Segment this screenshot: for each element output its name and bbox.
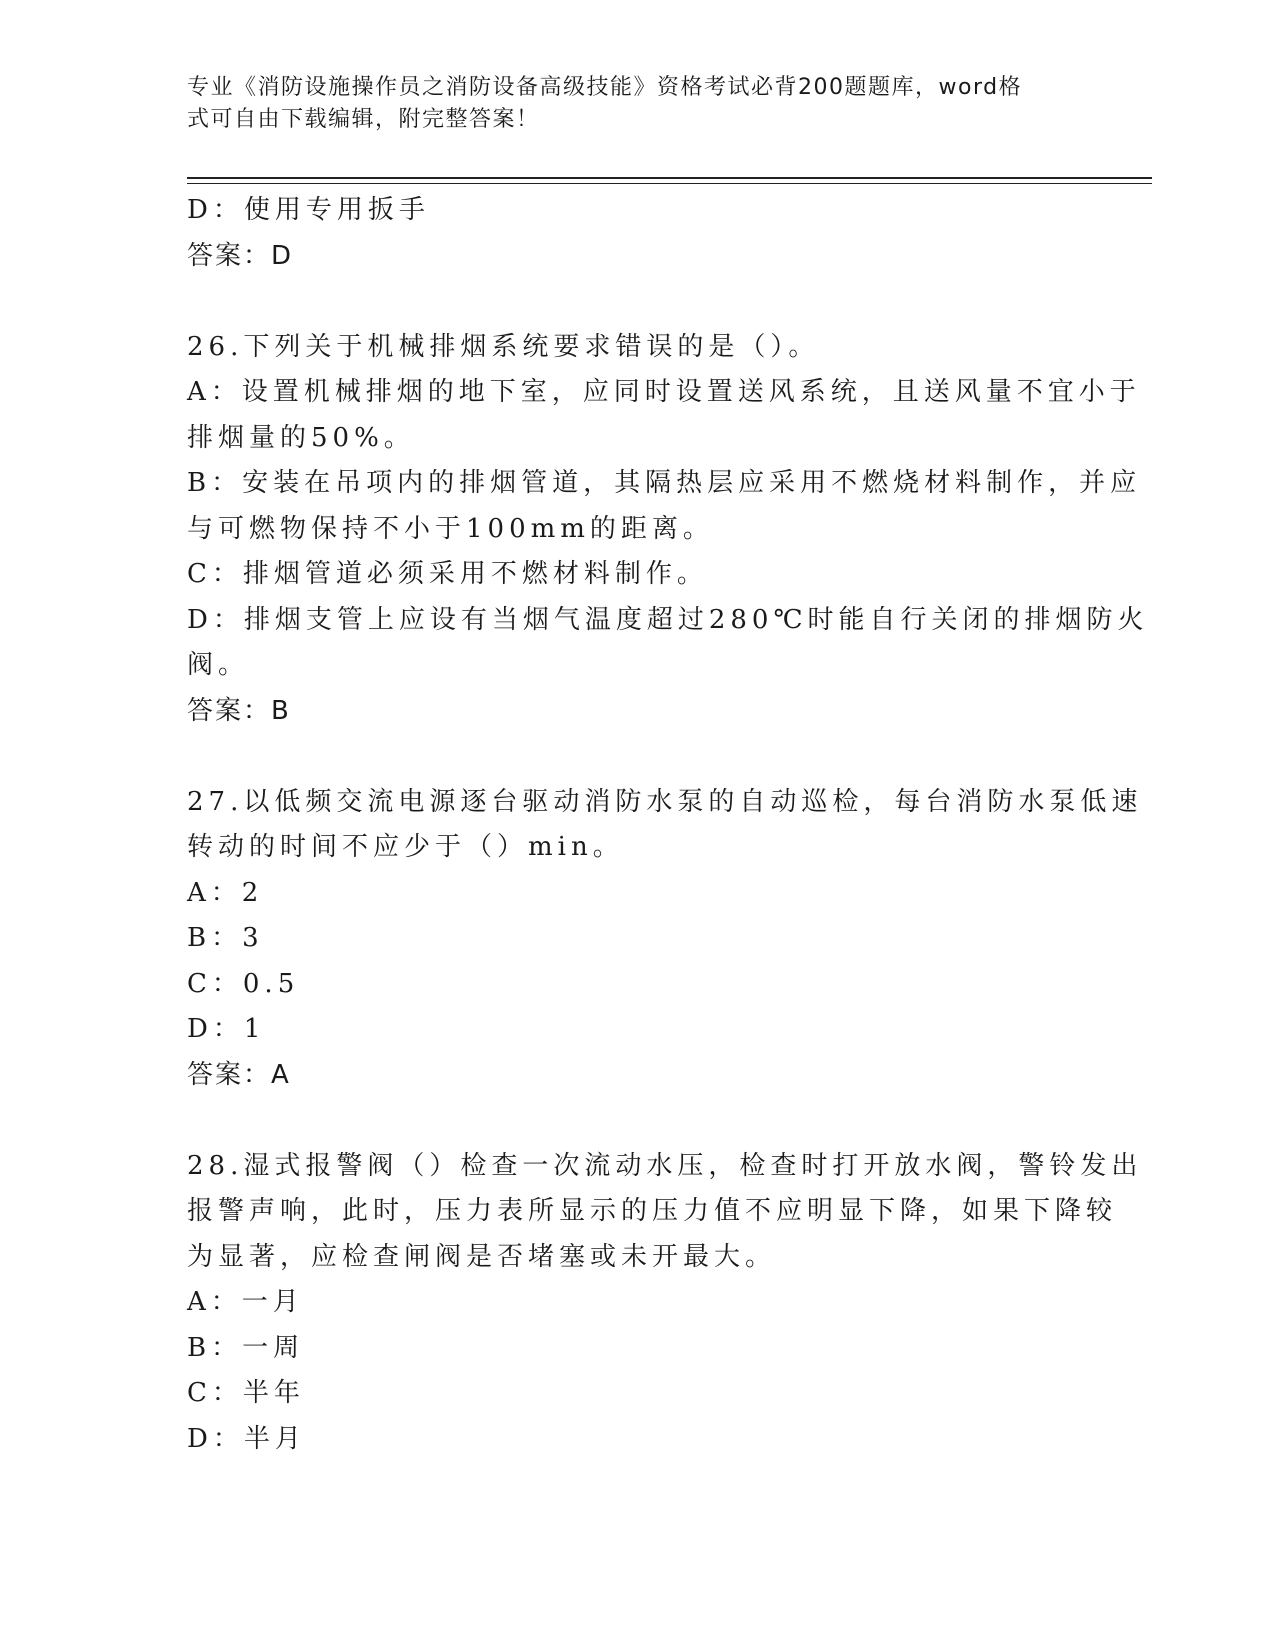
question-text-line: 26.下列关于机械排烟系统要求错误的是（）。 xyxy=(187,331,820,362)
question-text-line: A：设置机械排烟的地下室，应同时设置送风系统，且送风量不宜小于 xyxy=(187,377,1141,407)
document-header xyxy=(187,72,1067,136)
question-text-line: A：2 xyxy=(187,877,264,908)
question-text-line: 28.湿式报警阀（）检查一次流动水压，检查时打开放水阀，警铃发出 xyxy=(187,1150,1143,1181)
question-text-line: B：安装在吊项内的排烟管道，其隔热层应采用不燃烧材料制作，并应 xyxy=(187,468,1142,498)
question-text-line: C：半年 xyxy=(187,1378,305,1408)
question-block xyxy=(187,780,1143,1099)
question-text-line: B：一周 xyxy=(187,1332,305,1363)
question-block xyxy=(187,188,1087,279)
question-text-line: B：3 xyxy=(187,923,264,953)
question-text-line: C：排烟管道必须采用不燃材料制作。 xyxy=(187,559,708,589)
block-spacer xyxy=(187,1098,1087,1144)
block-spacer xyxy=(187,279,1087,325)
question-text-line: C：0.5 xyxy=(187,968,300,999)
question-text-line: 排烟量的50%。 xyxy=(187,422,415,453)
question-text-line: 阀。 xyxy=(187,650,250,680)
question-list xyxy=(187,188,1149,1462)
answer-line: 答案：D xyxy=(187,240,294,271)
question-text-line: A：一月 xyxy=(187,1287,304,1317)
question-block xyxy=(187,325,1149,735)
header-line-1: 专业《消防设施操作员之消防设备高级技能》资格考试必背200题题库，word格 xyxy=(187,75,1023,100)
header-divider-thick xyxy=(187,177,1152,179)
question-text-line: D：排烟支管上应设有当烟气温度超过280℃时能自行关闭的排烟防火 xyxy=(187,604,1149,635)
question-text-line: 为显著，应检查闸阀是否堵塞或未开最大。 xyxy=(187,1241,777,1272)
question-text-line: 27.以低频交流电源逐台驱动消防水泵的自动巡检，每台消防水泵低速 xyxy=(187,786,1143,817)
question-block xyxy=(187,1144,1143,1463)
block-spacer xyxy=(187,734,1087,780)
question-text-line: 转动的时间不应少于（）min。 xyxy=(187,832,624,862)
answer-line: 答案：A xyxy=(187,1059,291,1090)
question-text-line: D：1 xyxy=(187,1014,266,1044)
question-text-line: D：半月 xyxy=(187,1423,306,1454)
answer-line: 答案：B xyxy=(187,695,291,726)
question-text-line: 报警声响，此时，压力表所显示的压力值不应明显下降，如果下降较 xyxy=(187,1196,1118,1226)
header-divider-thin xyxy=(187,183,1152,184)
question-text-line: 与可燃物保持不小于100mm的距离。 xyxy=(187,513,714,544)
header-line-2: 式可自由下载编辑，附完整答案！ xyxy=(187,107,540,132)
question-text-line: D：使用专用扳手 xyxy=(187,195,430,225)
